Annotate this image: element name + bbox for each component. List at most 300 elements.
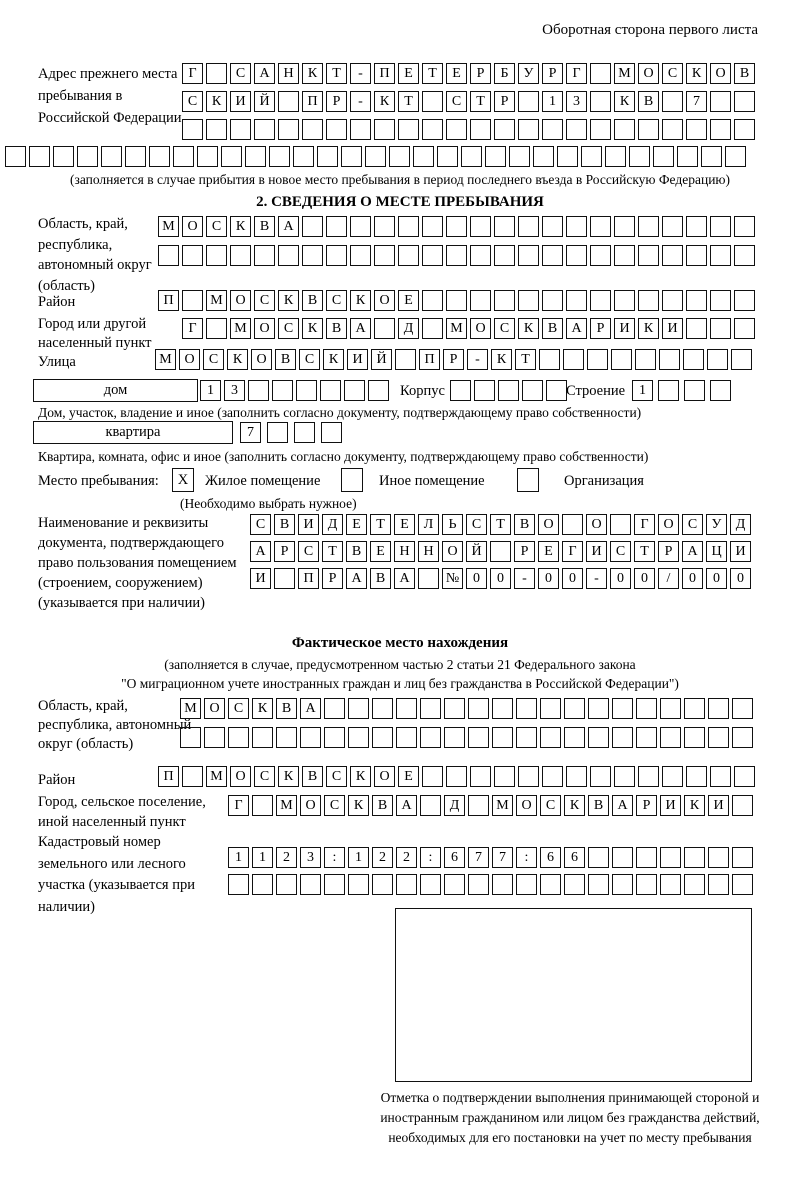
form-cell[interactable]: 0 (706, 568, 727, 589)
form-cell[interactable]: С (206, 216, 227, 237)
form-cell[interactable] (614, 119, 635, 140)
form-cell[interactable]: С (203, 349, 224, 370)
form-cell[interactable] (562, 514, 583, 535)
form-cell[interactable]: Д (444, 795, 465, 816)
form-cell[interactable] (230, 119, 251, 140)
form-cell[interactable] (422, 119, 443, 140)
form-cell[interactable]: С (250, 514, 271, 535)
form-cell[interactable] (701, 146, 722, 167)
form-cell[interactable] (252, 874, 273, 895)
form-cell[interactable] (444, 874, 465, 895)
form-cell[interactable] (566, 216, 587, 237)
form-cell[interactable] (707, 349, 728, 370)
form-cell[interactable] (494, 119, 515, 140)
form-cell[interactable]: Т (422, 63, 443, 84)
form-cell[interactable]: 6 (564, 847, 585, 868)
form-cell[interactable]: 0 (562, 568, 583, 589)
form-cell[interactable]: С (182, 91, 203, 112)
form-cell[interactable] (446, 245, 467, 266)
form-cell[interactable]: К (278, 766, 299, 787)
form-cell[interactable] (590, 216, 611, 237)
form-cell[interactable] (638, 290, 659, 311)
form-cell[interactable] (396, 698, 417, 719)
form-cell[interactable] (542, 216, 563, 237)
form-cell[interactable] (302, 119, 323, 140)
form-cell[interactable]: 7 (492, 847, 513, 868)
form-cell[interactable]: О (179, 349, 200, 370)
form-cell[interactable]: А (278, 216, 299, 237)
form-cell[interactable] (660, 698, 681, 719)
form-cell[interactable] (173, 146, 194, 167)
form-cell[interactable]: М (206, 290, 227, 311)
form-cell[interactable]: С (682, 514, 703, 535)
form-cell[interactable]: П (302, 91, 323, 112)
form-cell[interactable]: 2 (372, 847, 393, 868)
form-cell[interactable] (660, 727, 681, 748)
form-cell[interactable] (444, 727, 465, 748)
form-cell[interactable] (254, 245, 275, 266)
form-cell[interactable]: И (660, 795, 681, 816)
form-cell[interactable]: К (638, 318, 659, 339)
form-cell[interactable] (350, 245, 371, 266)
form-cell[interactable]: И (250, 568, 271, 589)
form-cell[interactable]: 3 (300, 847, 321, 868)
form-cell[interactable]: О (300, 795, 321, 816)
form-cell[interactable] (348, 698, 369, 719)
form-cell[interactable] (398, 245, 419, 266)
form-cell[interactable]: Г (182, 63, 203, 84)
form-cell[interactable] (566, 766, 587, 787)
form-cell[interactable] (321, 422, 342, 443)
form-cell[interactable] (612, 847, 633, 868)
form-cell[interactable] (278, 91, 299, 112)
form-cell[interactable] (686, 245, 707, 266)
form-cell[interactable] (326, 119, 347, 140)
form-cell[interactable]: И (614, 318, 635, 339)
form-cell[interactable]: М (446, 318, 467, 339)
form-cell[interactable] (522, 380, 543, 401)
form-cell[interactable] (732, 874, 753, 895)
form-cell[interactable] (540, 727, 561, 748)
form-cell[interactable]: К (252, 698, 273, 719)
form-cell[interactable]: М (230, 318, 251, 339)
form-cell[interactable] (228, 874, 249, 895)
form-cell[interactable] (677, 146, 698, 167)
form-cell[interactable] (468, 795, 489, 816)
form-cell[interactable]: С (326, 766, 347, 787)
form-cell[interactable]: А (254, 63, 275, 84)
form-cell[interactable]: С (324, 795, 345, 816)
form-cell[interactable] (446, 290, 467, 311)
form-cell[interactable] (566, 119, 587, 140)
form-cell[interactable] (485, 146, 506, 167)
form-cell[interactable]: К (686, 63, 707, 84)
form-cell[interactable] (732, 727, 753, 748)
form-cell[interactable]: 1 (632, 380, 653, 401)
form-cell[interactable]: С (494, 318, 515, 339)
form-cell[interactable]: Г (228, 795, 249, 816)
form-cell[interactable]: С (254, 766, 275, 787)
form-cell[interactable] (539, 349, 560, 370)
form-cell[interactable]: - (467, 349, 488, 370)
form-cell[interactable] (252, 795, 273, 816)
form-cell[interactable] (540, 698, 561, 719)
form-cell[interactable]: 1 (542, 91, 563, 112)
form-cell[interactable]: Р (322, 568, 343, 589)
form-cell[interactable] (206, 245, 227, 266)
form-cell[interactable]: И (662, 318, 683, 339)
form-cell[interactable]: С (540, 795, 561, 816)
form-cell[interactable] (324, 727, 345, 748)
form-cell[interactable] (638, 119, 659, 140)
form-cell[interactable]: В (302, 766, 323, 787)
form-cell[interactable]: 1 (200, 380, 221, 401)
form-cell[interactable] (300, 727, 321, 748)
form-cell[interactable] (446, 119, 467, 140)
form-cell[interactable] (614, 766, 635, 787)
form-cell[interactable]: Р (636, 795, 657, 816)
form-cell[interactable] (590, 63, 611, 84)
form-cell[interactable] (533, 146, 554, 167)
form-cell[interactable] (588, 847, 609, 868)
form-cell[interactable] (206, 63, 227, 84)
form-cell[interactable] (324, 874, 345, 895)
form-cell[interactable]: У (518, 63, 539, 84)
form-cell[interactable] (686, 318, 707, 339)
form-cell[interactable] (564, 874, 585, 895)
form-cell[interactable] (581, 146, 602, 167)
form-cell[interactable]: К (374, 91, 395, 112)
form-cell[interactable]: - (350, 63, 371, 84)
form-cell[interactable] (374, 119, 395, 140)
form-cell[interactable]: О (230, 290, 251, 311)
form-cell[interactable]: А (300, 698, 321, 719)
form-cell[interactable] (395, 349, 416, 370)
form-cell[interactable]: Й (466, 541, 487, 562)
form-cell[interactable] (612, 874, 633, 895)
form-cell[interactable] (197, 146, 218, 167)
form-cell[interactable] (636, 874, 657, 895)
form-cell[interactable] (684, 380, 705, 401)
form-cell[interactable] (461, 146, 482, 167)
form-cell[interactable] (734, 119, 755, 140)
form-cell[interactable] (437, 146, 458, 167)
form-cell[interactable]: Й (254, 91, 275, 112)
form-cell[interactable] (662, 216, 683, 237)
form-cell[interactable]: В (276, 698, 297, 719)
form-cell[interactable]: К (684, 795, 705, 816)
form-cell[interactable] (348, 874, 369, 895)
form-cell[interactable] (518, 119, 539, 140)
form-cell[interactable] (272, 380, 293, 401)
form-cell[interactable]: Т (470, 91, 491, 112)
form-cell[interactable] (563, 349, 584, 370)
form-cell[interactable]: А (566, 318, 587, 339)
form-cell[interactable] (389, 146, 410, 167)
form-cell[interactable]: Т (370, 514, 391, 535)
form-cell[interactable] (732, 795, 753, 816)
form-cell[interactable]: У (706, 514, 727, 535)
form-cell[interactable] (490, 541, 511, 562)
form-cell[interactable] (294, 422, 315, 443)
form-cell[interactable]: 7 (240, 422, 261, 443)
form-cell[interactable] (734, 766, 755, 787)
form-cell[interactable] (492, 727, 513, 748)
form-cell[interactable] (221, 146, 242, 167)
form-cell[interactable] (398, 216, 419, 237)
form-cell[interactable]: Д (322, 514, 343, 535)
form-cell[interactable] (684, 874, 705, 895)
form-cell[interactable] (542, 119, 563, 140)
form-cell[interactable]: В (275, 349, 296, 370)
form-cell[interactable] (660, 874, 681, 895)
form-cell[interactable] (588, 698, 609, 719)
form-cell[interactable] (372, 727, 393, 748)
form-cell[interactable]: К (350, 290, 371, 311)
form-cell[interactable] (566, 245, 587, 266)
form-cell[interactable]: 0 (634, 568, 655, 589)
form-cell[interactable]: - (586, 568, 607, 589)
form-cell[interactable] (734, 216, 755, 237)
form-cell[interactable] (659, 349, 680, 370)
form-cell[interactable] (605, 146, 626, 167)
form-cell[interactable]: Р (470, 63, 491, 84)
form-cell[interactable] (230, 245, 251, 266)
form-cell[interactable]: / (658, 568, 679, 589)
form-cell[interactable] (276, 727, 297, 748)
form-cell[interactable] (374, 318, 395, 339)
form-cell[interactable]: В (542, 318, 563, 339)
form-cell[interactable] (470, 245, 491, 266)
form-cell[interactable]: Е (398, 766, 419, 787)
form-cell[interactable] (710, 216, 731, 237)
form-cell[interactable]: Т (634, 541, 655, 562)
form-cell[interactable]: 7 (686, 91, 707, 112)
form-cell[interactable] (660, 847, 681, 868)
form-cell[interactable]: И (298, 514, 319, 535)
form-cell[interactable] (101, 146, 122, 167)
form-cell[interactable] (468, 874, 489, 895)
form-cell[interactable] (396, 727, 417, 748)
form-cell[interactable] (444, 698, 465, 719)
form-cell[interactable] (248, 380, 269, 401)
form-cell[interactable] (278, 119, 299, 140)
form-cell[interactable]: В (514, 514, 535, 535)
form-cell[interactable] (590, 766, 611, 787)
form-cell[interactable]: А (394, 568, 415, 589)
form-cell[interactable]: О (374, 766, 395, 787)
form-cell[interactable] (662, 766, 683, 787)
form-cell[interactable]: А (346, 568, 367, 589)
form-cell[interactable] (276, 874, 297, 895)
form-cell[interactable]: Е (398, 290, 419, 311)
form-cell[interactable] (518, 91, 539, 112)
form-cell[interactable] (636, 727, 657, 748)
form-cell[interactable] (350, 216, 371, 237)
form-cell[interactable]: В (326, 318, 347, 339)
form-cell[interactable]: : (324, 847, 345, 868)
form-cell[interactable]: А (250, 541, 271, 562)
form-cell[interactable] (734, 318, 755, 339)
form-cell[interactable]: Г (562, 541, 583, 562)
form-cell[interactable] (731, 349, 752, 370)
form-cell[interactable]: К (230, 216, 251, 237)
form-cell[interactable]: : (420, 847, 441, 868)
form-cell[interactable] (320, 380, 341, 401)
form-cell[interactable]: Е (346, 514, 367, 535)
form-cell[interactable]: О (538, 514, 559, 535)
form-cell[interactable] (516, 698, 537, 719)
form-cell[interactable]: О (442, 541, 463, 562)
form-cell[interactable] (269, 146, 290, 167)
form-cell[interactable] (734, 245, 755, 266)
form-cell[interactable] (686, 119, 707, 140)
form-cell[interactable] (77, 146, 98, 167)
form-cell[interactable] (422, 245, 443, 266)
form-cell[interactable] (302, 245, 323, 266)
form-cell[interactable] (267, 422, 288, 443)
form-cell[interactable] (158, 245, 179, 266)
form-cell[interactable] (492, 698, 513, 719)
form-cell[interactable] (638, 766, 659, 787)
form-cell[interactable]: К (278, 290, 299, 311)
form-cell[interactable]: С (446, 91, 467, 112)
form-cell[interactable] (708, 874, 729, 895)
form-cell[interactable]: 0 (730, 568, 751, 589)
form-cell[interactable]: 0 (490, 568, 511, 589)
form-cell[interactable]: В (302, 290, 323, 311)
form-cell[interactable] (612, 727, 633, 748)
form-cell[interactable]: М (155, 349, 176, 370)
form-cell[interactable] (636, 698, 657, 719)
form-cell[interactable] (710, 380, 731, 401)
form-cell[interactable]: - (514, 568, 535, 589)
form-cell[interactable] (635, 349, 656, 370)
form-cell[interactable]: Н (278, 63, 299, 84)
form-cell[interactable]: Т (322, 541, 343, 562)
form-cell[interactable]: 7 (468, 847, 489, 868)
form-cell[interactable]: И (708, 795, 729, 816)
form-cell[interactable] (418, 568, 439, 589)
form-cell[interactable]: Р (443, 349, 464, 370)
form-cell[interactable]: Ц (706, 541, 727, 562)
form-cell[interactable] (516, 874, 537, 895)
form-cell[interactable]: П (419, 349, 440, 370)
form-cell[interactable] (629, 146, 650, 167)
form-cell[interactable]: Г (634, 514, 655, 535)
form-cell[interactable]: 2 (396, 847, 417, 868)
form-cell[interactable] (372, 698, 393, 719)
form-cell[interactable]: 1 (348, 847, 369, 868)
form-cell[interactable]: К (227, 349, 248, 370)
form-cell[interactable] (420, 795, 441, 816)
form-cell[interactable]: О (516, 795, 537, 816)
form-cell[interactable]: Р (590, 318, 611, 339)
form-cell[interactable]: С (299, 349, 320, 370)
form-cell[interactable]: Р (542, 63, 563, 84)
form-cell[interactable]: К (491, 349, 512, 370)
form-cell[interactable]: О (204, 698, 225, 719)
form-cell[interactable] (422, 216, 443, 237)
form-cell[interactable] (468, 727, 489, 748)
form-cell[interactable] (614, 245, 635, 266)
form-cell[interactable] (708, 698, 729, 719)
form-cell[interactable] (494, 216, 515, 237)
form-cell[interactable]: С (298, 541, 319, 562)
form-cell[interactable]: О (182, 216, 203, 237)
form-cell[interactable]: М (492, 795, 513, 816)
form-cell[interactable]: : (516, 847, 537, 868)
form-cell[interactable]: К (302, 63, 323, 84)
form-cell[interactable]: Т (515, 349, 536, 370)
form-cell[interactable]: О (586, 514, 607, 535)
form-cell[interactable]: С (230, 63, 251, 84)
form-cell[interactable]: Ь (442, 514, 463, 535)
form-cell[interactable]: Л (418, 514, 439, 535)
form-cell[interactable]: Й (371, 349, 392, 370)
form-cell[interactable] (710, 318, 731, 339)
stay-type-checkbox-residential[interactable]: X (172, 468, 194, 492)
form-cell[interactable] (653, 146, 674, 167)
form-cell[interactable]: Е (398, 63, 419, 84)
form-cell[interactable] (588, 874, 609, 895)
form-cell[interactable] (348, 727, 369, 748)
form-cell[interactable] (542, 290, 563, 311)
form-cell[interactable]: В (734, 63, 755, 84)
form-cell[interactable] (317, 146, 338, 167)
form-cell[interactable]: Н (394, 541, 415, 562)
form-cell[interactable] (734, 290, 755, 311)
form-cell[interactable]: № (442, 568, 463, 589)
form-cell[interactable] (182, 766, 203, 787)
form-cell[interactable]: Г (182, 318, 203, 339)
form-cell[interactable]: С (254, 290, 275, 311)
form-cell[interactable] (636, 847, 657, 868)
form-cell[interactable] (732, 698, 753, 719)
form-cell[interactable] (518, 245, 539, 266)
form-cell[interactable]: К (323, 349, 344, 370)
stay-type-checkbox-organization[interactable] (517, 468, 539, 492)
form-cell[interactable] (708, 727, 729, 748)
form-cell[interactable] (590, 119, 611, 140)
form-cell[interactable] (182, 119, 203, 140)
form-cell[interactable] (612, 698, 633, 719)
form-cell[interactable] (296, 380, 317, 401)
form-cell[interactable] (368, 380, 389, 401)
form-cell[interactable] (125, 146, 146, 167)
form-cell[interactable]: Т (398, 91, 419, 112)
form-cell[interactable]: Р (658, 541, 679, 562)
form-cell[interactable] (710, 119, 731, 140)
form-cell[interactable] (686, 766, 707, 787)
form-cell[interactable] (468, 698, 489, 719)
form-cell[interactable]: И (586, 541, 607, 562)
form-cell[interactable]: П (298, 568, 319, 589)
form-cell[interactable]: А (350, 318, 371, 339)
form-cell[interactable]: О (658, 514, 679, 535)
form-cell[interactable]: В (638, 91, 659, 112)
form-cell[interactable] (494, 290, 515, 311)
form-cell[interactable] (610, 514, 631, 535)
form-cell[interactable]: С (662, 63, 683, 84)
stay-type-checkbox-other-premises[interactable] (341, 468, 363, 492)
form-cell[interactable] (182, 290, 203, 311)
form-cell[interactable] (293, 146, 314, 167)
form-cell[interactable]: И (347, 349, 368, 370)
form-cell[interactable] (470, 766, 491, 787)
form-cell[interactable]: П (374, 63, 395, 84)
form-cell[interactable] (725, 146, 746, 167)
